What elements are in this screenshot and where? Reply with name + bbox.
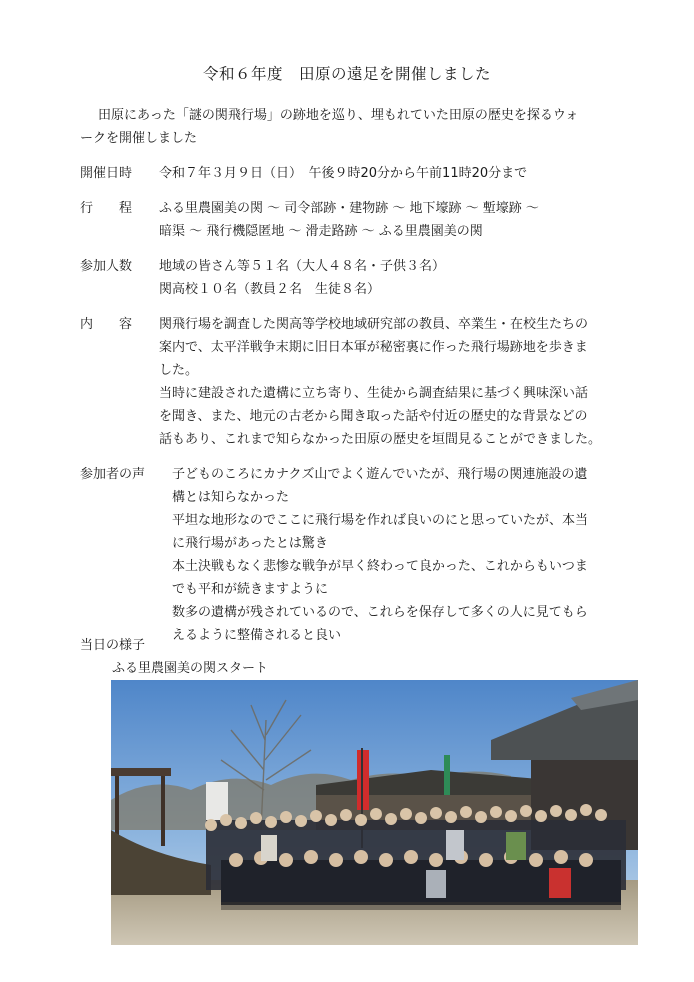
intro-line-1: 田原にあった「謎の関飛行場」の跡地を巡り、埋もれていた田原の歴史を探るウォ bbox=[98, 108, 579, 123]
route-label: 行 程 bbox=[80, 201, 133, 216]
participants-line-2: 関高校１０名（教員２名 生徒８名） bbox=[159, 282, 381, 297]
voice-line-5: 本土決戦もなく悲惨な戦争が早く終わって良かった、これからもいつま bbox=[172, 559, 588, 574]
content-line-3: した。 bbox=[159, 363, 199, 378]
voice-line-3: 平坦な地形なのでここに飛行場を作れば良いのにと思っていたが、本当 bbox=[172, 513, 589, 528]
day-label: 当日の様子 bbox=[80, 638, 146, 653]
content-line-6: 話もあり、これまで知らなかった田原の歴史を垣間見ることができました。 bbox=[159, 432, 602, 447]
voice-line-8: えるように整備されると良い bbox=[172, 628, 342, 643]
content-label: 内 容 bbox=[80, 317, 133, 332]
intro-line-2: ークを開催しました bbox=[80, 131, 198, 146]
content-line-2: 案内で、太平洋戦争末期に旧日本軍が秘密裏に作った飛行場跡地を歩きま bbox=[159, 340, 588, 355]
route-line-1: ふる里農園美の関 〜 司令部跡・建物跡 〜 地下壕跡 〜 塹壕跡 〜 bbox=[159, 201, 539, 216]
voice-line-4: に飛行場があったとは驚き bbox=[172, 536, 328, 551]
group-photo bbox=[111, 680, 638, 945]
route-line-2: 暗渠 〜 飛行機隠匿地 〜 滑走路跡 〜 ふる里農園美の関 bbox=[159, 224, 483, 239]
voices-label: 参加者の声 bbox=[80, 467, 146, 482]
participants-line-1: 地域の皆さん等５１名（大人４８名・子供３名） bbox=[159, 259, 446, 274]
voice-line-2: 構とは知らなかった bbox=[172, 490, 290, 505]
voice-line-1: 子どものころにカナクズ山でよく遊んでいたが、飛行場の関連施設の遺 bbox=[172, 467, 588, 482]
content-line-1: 関飛行場を調査した関高等学校地域研究部の教員、卒業生・在校生たちの bbox=[159, 317, 589, 332]
content-line-5: を聞き、また、地元の古老から聞き取った話や付近の歴史的な背景などの bbox=[159, 409, 588, 424]
participants-label: 参加人数 bbox=[80, 259, 133, 274]
page-title: 令和６年度 田原の遠足を開催しました bbox=[202, 65, 491, 83]
voice-line-7: 数多の遺構が残されているので、これらを保存して多くの人に見てもら bbox=[172, 605, 588, 620]
voice-line-6: でも平和が続きますように bbox=[172, 582, 329, 597]
date-value: 令和７年３月９日（日） 午後９時20分から午前11時20分まで bbox=[159, 166, 528, 181]
photo-caption: ふる里農園美の関スタート bbox=[112, 661, 269, 676]
content-line-4: 当時に建設された遺構に立ち寄り、生徒から調査結果に基づく興味深い話 bbox=[159, 386, 589, 401]
date-label: 開催日時 bbox=[80, 166, 133, 181]
